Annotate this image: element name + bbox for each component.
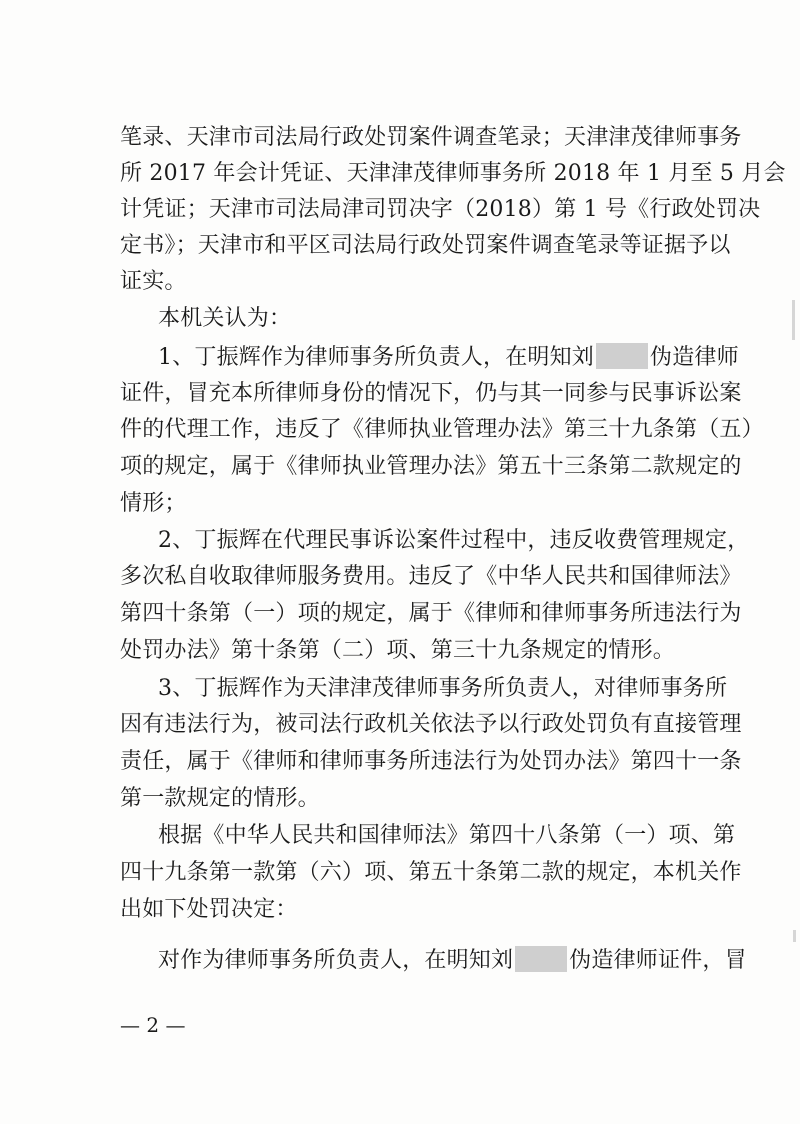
text-segment: 伪造律师证件，冒 [569, 948, 747, 973]
text-line: 3、丁振辉作为天津津茂律师事务所负责人，对律师事务所 [158, 676, 728, 701]
redaction-box [515, 946, 567, 972]
text-line: 笔录、天津市司法局行政处罚案件调查笔录；天津津茂律师事务 [120, 125, 742, 150]
text-line: 第四十条第（一）项的规定，属于《律师和律师事务所违法行为 [120, 601, 742, 626]
text-line: 件的代理工作，违反了《律师执业管理办法》第三十九条第（五） [120, 417, 764, 442]
text-line: 证件，冒充本所律师身份的情况下，仍与其一同参与民事诉讼案 [120, 381, 742, 406]
text-line: 根据《中华人民共和国律师法》第四十八条第（一）项、第 [158, 823, 736, 848]
text-line: 四十九条第一款第（六）项、第五十条第二款的规定，本机关作 [120, 860, 742, 885]
text-line: 情形； [120, 491, 187, 516]
scan-edge-mark [793, 930, 796, 942]
text-line: 第一款规定的情形。 [120, 786, 320, 811]
text-line: 处罚办法》第十条第（二）项、第三十九条规定的情形。 [120, 638, 676, 663]
text-line: 责任，属于《律师和律师事务所违法行为处罚办法》第四十一条 [120, 749, 742, 774]
text-segment: 伪造律师 [650, 345, 739, 370]
text-line: 证实。 [120, 269, 187, 294]
text-line [158, 343, 739, 372]
text-line: 计凭证；天津市司法局津司罚决字（2018）第 1 号《行政处罚决 [120, 197, 761, 222]
scan-edge-mark [792, 300, 795, 340]
redaction-box [596, 343, 648, 369]
page-number: — 2 — [120, 1013, 186, 1037]
text-line: 多次私自收取律师服务费用。违反了《中华人民共和国律师法》 [120, 564, 742, 589]
text-line [158, 946, 747, 975]
text-line: 定书》；天津市和平区司法局行政处罚案件调查笔录等证据予以 [120, 233, 731, 258]
text-line: 因有违法行为，被司法行政机关依法予以行政处罚负有直接管理 [120, 712, 742, 737]
text-line: 项的规定，属于《律师执业管理办法》第五十三条第二款规定的 [120, 454, 742, 479]
text-line: 出如下处罚决定： [120, 897, 298, 922]
text-segment: 1、丁振辉作为律师事务所负责人，在明知刘 [158, 345, 594, 370]
text-line: 所 2017 年会计凭证、天津津茂律师事务所 2018 年 1 月至 5 月会 [120, 161, 786, 186]
text-segment: 对作为律师事务所负责人，在明知刘 [158, 948, 514, 973]
text-line: 本机关认为： [158, 306, 292, 331]
text-line: 2、丁振辉在代理民事诉讼案件过程中，违反收费管理规定， [158, 528, 750, 553]
